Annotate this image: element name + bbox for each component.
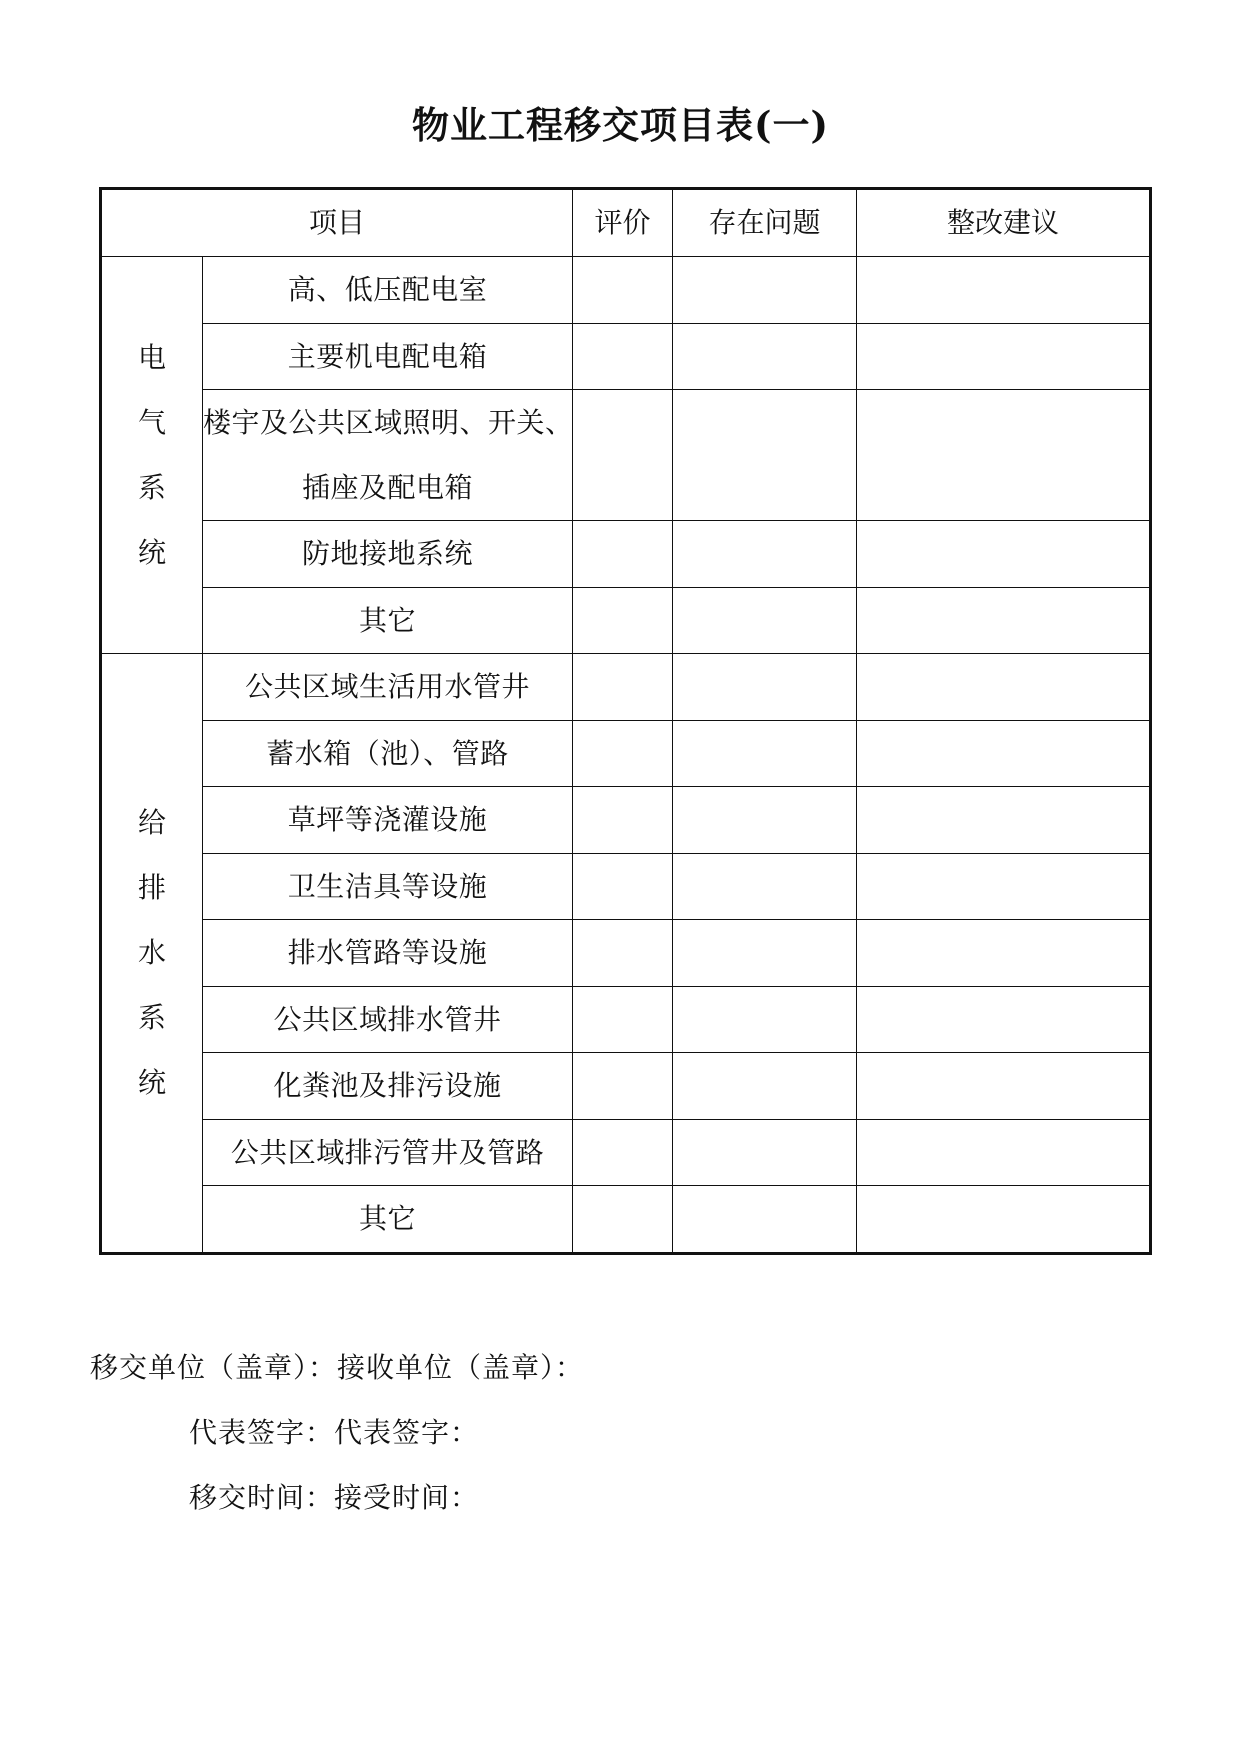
evaluation-cell[interactable] xyxy=(573,853,673,920)
suggestions-cell[interactable] xyxy=(857,853,1151,920)
evaluation-cell[interactable] xyxy=(573,390,673,521)
table-row xyxy=(101,654,1151,721)
issues-cell[interactable] xyxy=(673,587,857,654)
table-row xyxy=(101,323,1151,390)
issues-cell[interactable] xyxy=(673,654,857,721)
evaluation-cell[interactable] xyxy=(573,654,673,721)
table-row xyxy=(101,787,1151,854)
issues-cell[interactable] xyxy=(673,1119,857,1186)
evaluation-cell[interactable] xyxy=(573,1119,673,1186)
item-name: 草坪等浇灌设施 xyxy=(203,787,573,854)
item-name-multiline xyxy=(203,390,573,521)
item-name: 其它 xyxy=(203,1186,573,1254)
evaluation-cell[interactable] xyxy=(573,1186,673,1254)
evaluation-cell[interactable] xyxy=(573,720,673,787)
table-row xyxy=(101,720,1151,787)
header-issues: 存在问题 xyxy=(673,189,857,257)
time-line: 移交时间：接受时间： xyxy=(189,1481,480,1514)
header-suggestions: 整改建议 xyxy=(857,189,1151,257)
evaluation-cell[interactable] xyxy=(573,787,673,854)
item-name: 公共区域排水管井 xyxy=(203,986,573,1053)
table-row xyxy=(101,1186,1151,1254)
category-char: 系 xyxy=(137,1001,166,1035)
issues-cell[interactable] xyxy=(673,920,857,987)
suggestions-cell[interactable] xyxy=(857,390,1151,521)
evaluation-cell[interactable] xyxy=(573,920,673,987)
suggestions-cell[interactable] xyxy=(857,521,1151,588)
suggestions-cell[interactable] xyxy=(857,986,1151,1053)
suggestions-cell[interactable] xyxy=(857,1053,1151,1120)
category-electrical xyxy=(101,257,203,654)
category-char: 电 xyxy=(137,341,166,374)
category-char: 统 xyxy=(137,1066,166,1100)
issues-cell[interactable] xyxy=(673,323,857,390)
category-water xyxy=(101,654,203,1254)
item-name: 卫生洁具等设施 xyxy=(203,853,573,920)
issues-cell[interactable] xyxy=(673,986,857,1053)
category-char: 排 xyxy=(137,871,166,905)
item-name: 主要机电配电箱 xyxy=(203,323,573,390)
table-row xyxy=(101,1119,1151,1186)
table-row xyxy=(101,390,1151,521)
item-name-line: 楼宇及公共区域照明、开关、 xyxy=(203,406,574,439)
item-name-line: 插座及配电箱 xyxy=(302,471,474,504)
issues-cell[interactable] xyxy=(673,720,857,787)
handover-unit-line: 移交单位（盖章）：接收单位（盖章）： xyxy=(90,1351,585,1384)
issues-cell[interactable] xyxy=(673,1053,857,1120)
issues-cell[interactable] xyxy=(673,257,857,324)
evaluation-cell[interactable] xyxy=(573,521,673,588)
item-name: 蓄水箱（池）、管路 xyxy=(203,720,573,787)
header-item: 项目 xyxy=(101,189,573,257)
category-char: 统 xyxy=(137,536,166,569)
header-evaluation: 评价 xyxy=(573,189,673,257)
suggestions-cell[interactable] xyxy=(857,257,1151,324)
issues-cell[interactable] xyxy=(673,1186,857,1254)
table-row xyxy=(101,986,1151,1053)
item-name: 排水管路等设施 xyxy=(203,920,573,987)
suggestions-cell[interactable] xyxy=(857,787,1151,854)
item-name: 防地接地系统 xyxy=(203,521,573,588)
signature-line: 代表签字：代表签字： xyxy=(189,1416,480,1449)
item-name: 公共区域生活用水管井 xyxy=(203,654,573,721)
category-char: 系 xyxy=(137,471,166,504)
item-name: 公共区域排污管井及管路 xyxy=(203,1119,573,1186)
suggestions-cell[interactable] xyxy=(857,654,1151,721)
suggestions-cell[interactable] xyxy=(857,587,1151,654)
table-header-row xyxy=(101,189,1151,257)
suggestions-cell[interactable] xyxy=(857,1119,1151,1186)
table-row xyxy=(101,853,1151,920)
evaluation-cell[interactable] xyxy=(573,257,673,324)
item-name: 化粪池及排污设施 xyxy=(203,1053,573,1120)
item-name: 高、低压配电室 xyxy=(203,257,573,324)
issues-cell[interactable] xyxy=(673,853,857,920)
issues-cell[interactable] xyxy=(673,787,857,854)
evaluation-cell[interactable] xyxy=(573,986,673,1053)
handover-table xyxy=(99,187,1152,1255)
table-row xyxy=(101,587,1151,654)
table-row xyxy=(101,521,1151,588)
category-char: 给 xyxy=(137,806,166,840)
evaluation-cell[interactable] xyxy=(573,323,673,390)
issues-cell[interactable] xyxy=(673,521,857,588)
table-row xyxy=(101,257,1151,324)
suggestions-cell[interactable] xyxy=(857,1186,1151,1254)
evaluation-cell[interactable] xyxy=(573,587,673,654)
item-name: 其它 xyxy=(203,587,573,654)
suggestions-cell[interactable] xyxy=(857,920,1151,987)
issues-cell[interactable] xyxy=(673,390,857,521)
suggestions-cell[interactable] xyxy=(857,720,1151,787)
suggestions-cell[interactable] xyxy=(857,323,1151,390)
table-row xyxy=(101,920,1151,987)
category-char: 气 xyxy=(137,406,166,439)
category-char: 水 xyxy=(137,936,166,970)
table-row xyxy=(101,1053,1151,1120)
evaluation-cell[interactable] xyxy=(573,1053,673,1120)
page-title: 物业工程移交项目表(一) xyxy=(411,103,829,147)
